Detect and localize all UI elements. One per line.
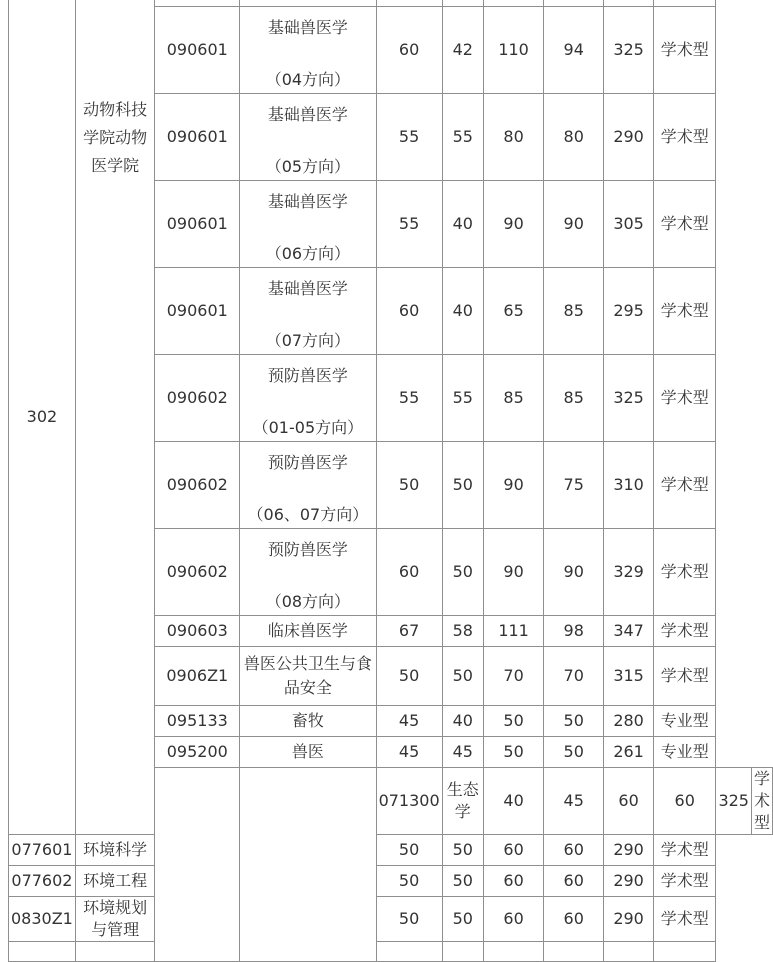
english-score-cell: 40 [442,268,483,355]
degree-type-cell: 学术型 [653,897,715,942]
major-name: 预防兽医学 [267,453,348,472]
school-name-cell-2 [240,768,376,962]
subject1-score-cell: 50 [483,737,543,768]
major-code-cell: 0830Z1 [9,897,76,942]
major-name-cell: 环境规划与管理 [75,897,155,942]
major-direction: （07方向） [265,331,351,350]
major-name-cell: 生态学 [442,768,483,835]
subject1-score-cell: 60 [483,866,543,897]
major-name-cell [240,181,376,268]
subject2-score-cell: 90 [544,529,604,616]
major-name: 基础兽医学 [267,279,348,298]
english-score-cell: 42 [442,7,483,94]
subject2-score-cell: 80 [544,94,604,181]
subject1-score-cell: 80 [483,94,543,181]
subject1-score-cell: 70 [483,647,543,706]
total-score-cell: 290 [604,866,654,897]
major-name-cell: 环境科学 [75,835,155,866]
subject1-score-cell: 60 [604,768,654,835]
major-name: 基础兽医学 [267,18,348,37]
major-direction: （01-05方向） [252,418,364,437]
politics-score-cell: 45 [376,706,442,737]
total-score-cell: 290 [604,897,654,942]
total-score-cell: 347 [604,616,654,647]
score-table [8,0,773,962]
subject2-score-cell: 60 [653,768,715,835]
degree-type-cell: 学术型 [751,768,772,835]
degree-type-cell: 学术型 [653,616,715,647]
degree-type-cell: 专业型 [653,737,715,768]
total-score-cell: 329 [604,529,654,616]
english-score-cell: 50 [442,647,483,706]
english-score-cell: 40 [442,181,483,268]
major-code-cell: 077601 [9,835,76,866]
subject1-score-cell: 90 [483,529,543,616]
school-name-cell: 动物科技学院动物医学院 [75,0,155,835]
major-name-cell [240,529,376,616]
subject2-score-cell: 75 [544,442,604,529]
subject2-score-cell: 85 [544,268,604,355]
major-code-cell: 090602 [155,355,240,442]
major-direction: （06方向） [265,244,351,263]
politics-score-cell: 50 [376,442,442,529]
politics-score-cell: 50 [376,866,442,897]
major-code-cell: 090601 [155,7,240,94]
politics-score-cell: 67 [376,616,442,647]
english-score-cell: 50 [442,897,483,942]
total-score-cell: 325 [604,355,654,442]
degree-type-cell: 学术型 [653,181,715,268]
english-score-cell: 40 [442,706,483,737]
english-score-cell: 50 [442,442,483,529]
total-score-cell: 295 [604,268,654,355]
politics-score-cell: 40 [483,768,543,835]
total-score-cell: 290 [604,835,654,866]
school-code-cell: 302 [9,0,76,835]
subject1-score-cell: 110 [483,7,543,94]
major-name-cell: 临床兽医学 [240,616,376,647]
subject2-score-cell: 70 [544,647,604,706]
major-name-cell [240,442,376,529]
subject1-score-cell: 111 [483,616,543,647]
total-score-cell: 310 [604,442,654,529]
major-code-cell: 090601 [155,181,240,268]
degree-type-cell: 学术型 [653,835,715,866]
major-name: 基础兽医学 [267,192,348,211]
major-direction: （08方向） [265,592,351,611]
degree-type-cell: 学术型 [653,355,715,442]
subject2-score-cell: 60 [544,866,604,897]
degree-type-cell: 学术型 [653,442,715,529]
english-score-cell: 45 [442,737,483,768]
major-name-cell: 兽医 [240,737,376,768]
subject1-score-cell: 60 [483,897,543,942]
school-code-cell-2 [155,768,240,962]
subject2-score-cell: 98 [544,616,604,647]
total-score-cell: 290 [604,94,654,181]
table-row [9,835,773,866]
degree-type-cell: 学术型 [653,94,715,181]
major-code-cell: 090603 [155,616,240,647]
politics-score-cell: 50 [376,897,442,942]
table-row [9,897,773,942]
table-row [9,866,773,897]
major-direction: （05方向） [265,157,351,176]
major-direction: （04方向） [265,70,351,89]
major-code-cell: 090601 [155,268,240,355]
subject2-score-cell: 60 [544,835,604,866]
politics-score-cell: 55 [376,181,442,268]
politics-score-cell: 50 [376,647,442,706]
total-score-cell: 305 [604,181,654,268]
politics-score-cell: 50 [376,835,442,866]
subject2-score-cell: 90 [544,181,604,268]
degree-type-cell: 专业型 [653,706,715,737]
major-name: 预防兽医学 [267,366,348,385]
total-score-cell: 315 [604,647,654,706]
major-name: 预防兽医学 [267,540,348,559]
major-name-cell: 畜牧 [240,706,376,737]
major-name-cell [240,7,376,94]
subject2-score-cell: 85 [544,355,604,442]
major-code-cell: 090601 [155,94,240,181]
major-code-cell: 0906Z1 [155,647,240,706]
subject1-score-cell: 85 [483,355,543,442]
major-code-cell: 077602 [9,866,76,897]
major-code-cell: 095133 [155,706,240,737]
subject2-score-cell: 50 [544,737,604,768]
subject1-score-cell: 90 [483,181,543,268]
major-direction: （06、07方向） [247,505,369,524]
subject1-score-cell: 65 [483,268,543,355]
total-score-cell: 280 [604,706,654,737]
politics-score-cell: 55 [376,94,442,181]
major-name-cell [240,268,376,355]
politics-score-cell: 45 [376,737,442,768]
politics-score-cell: 60 [376,7,442,94]
degree-type-cell: 学术型 [653,7,715,94]
degree-type-cell: 学术型 [653,866,715,897]
major-code-cell: 071300 [376,768,442,835]
subject2-score-cell: 94 [544,7,604,94]
major-name-cell [240,94,376,181]
degree-type-cell: 学术型 [653,647,715,706]
major-name: 基础兽医学 [267,105,348,124]
english-score-cell: 50 [442,529,483,616]
politics-score-cell: 60 [376,529,442,616]
english-score-cell: 55 [442,355,483,442]
english-score-cell: 50 [442,866,483,897]
english-score-cell: 50 [442,835,483,866]
politics-score-cell: 60 [376,268,442,355]
major-code-cell: 090602 [155,529,240,616]
total-score-cell: 325 [604,7,654,94]
subject2-score-cell: 60 [544,897,604,942]
major-name-cell: 环境工程 [75,866,155,897]
subject1-score-cell: 50 [483,706,543,737]
degree-type-cell: 学术型 [653,268,715,355]
english-score-cell: 45 [544,768,604,835]
major-code-cell: 090602 [155,442,240,529]
english-score-cell: 55 [442,94,483,181]
table-row-clipped [9,942,773,962]
total-score-cell: 261 [604,737,654,768]
major-name-cell: 兽医公共卫生与食品安全 [240,647,376,706]
politics-score-cell: 55 [376,355,442,442]
subject2-score-cell: 50 [544,706,604,737]
english-score-cell: 58 [442,616,483,647]
degree-type-cell: 学术型 [653,529,715,616]
major-name-cell [240,355,376,442]
total-score-cell: 325 [716,768,752,835]
subject1-score-cell: 90 [483,442,543,529]
subject1-score-cell: 60 [483,835,543,866]
major-code-cell: 095200 [155,737,240,768]
